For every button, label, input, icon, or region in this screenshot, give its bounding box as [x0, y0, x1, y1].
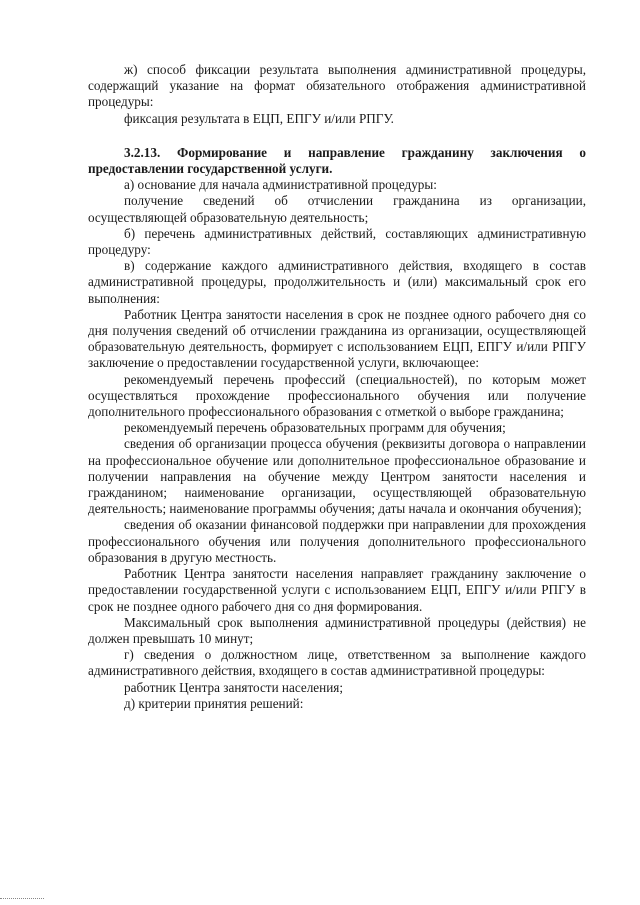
- paragraph-decision-criteria: д) критерии принятия решений:: [124, 695, 304, 711]
- paragraph-actions-content: в) содержание каждого административного действия, входящего в состав административной процедуры, продолжительность и (или) максимальный срок его выполнения:: [88, 258, 586, 306]
- paragraph-professions-list: рекомендуемый перечень профессий (специальностей), по которым может осуществляться прохождение профессионального обучения или получение дополнительного профессионального образования с отметкой о выборе гражданина;: [88, 371, 586, 420]
- paragraph-training-process: сведения об организации процесса обучения (реквизиты договора о направлении на профессиональное обучение или дополнительное профессиональное образование и получении направления на обучение между Центром занятости населения и гражданином; наименование организации, осуществляющей образовательную деятельность; наименование программы обучения; даты начала и окончания обучения);: [88, 436, 586, 517]
- scan-edge-mark: [0, 898, 44, 905]
- section-gap: [88, 127, 586, 145]
- paragraph-max-time: Максимальный срок выполнения административной процедуры (действия) не должен превышать 10 минут;: [88, 614, 586, 646]
- paragraph-responsible-official: г) сведения о должностном лице, ответственном за выполнение каждого административного действия, входящего в состав административной процедуры:: [88, 647, 586, 679]
- paragraph-actions-list: б) перечень административных действий, составляющих административную процедуру:: [88, 225, 586, 258]
- paragraph-basis: а) основание для начала административной процедуры:: [124, 177, 437, 193]
- section-heading: 3.2.13. Формирование и направление гражданину заключения о предоставлении государственной услуги.: [88, 144, 586, 177]
- paragraph-center-worker: работник Центра занятости населения;: [124, 679, 343, 695]
- paragraph-worker-forms: Работник Центра занятости населения в срок не позднее одного рабочего дня со дня получения сведений об отчислении гражданина из организации, осуществляющей образовательную деятельность, формирует с использованием ЕЦП, ЕПГУ и/или РПГУ заключение о предоставлении государственной услуги, включающее:: [88, 306, 586, 371]
- paragraph-programs-list: рекомендуемый перечень образовательных программ для обучения;: [124, 420, 506, 436]
- paragraph-basis-detail: получение сведений об отчислении гражданина из организации, осуществляющей образовательную деятельность;: [88, 193, 586, 225]
- document-page: [88, 62, 586, 712]
- paragraph-worker-sends: Работник Центра занятости населения направляет гражданину заключение о предоставлении государственной услуги с использованием ЕЦП, ЕПГУ и/или РПГУ в срок не позднее одного рабочего дня со дня формирования.: [88, 566, 586, 614]
- paragraph-fixation-result: фиксация результата в ЕЦП, ЕПГУ и/или РПГУ.: [124, 110, 394, 126]
- paragraph-financial-support: сведения об оказании финансовой поддержки при направлении для прохождения профессионального обучения или получения дополнительного профессионального образования в другую местность.: [88, 517, 586, 565]
- paragraph-method-of-fixation: ж) способ фиксации результата выполнения административной процедуры, содержащий указание на формат обязательного отображения административной процедуры:: [88, 62, 586, 110]
